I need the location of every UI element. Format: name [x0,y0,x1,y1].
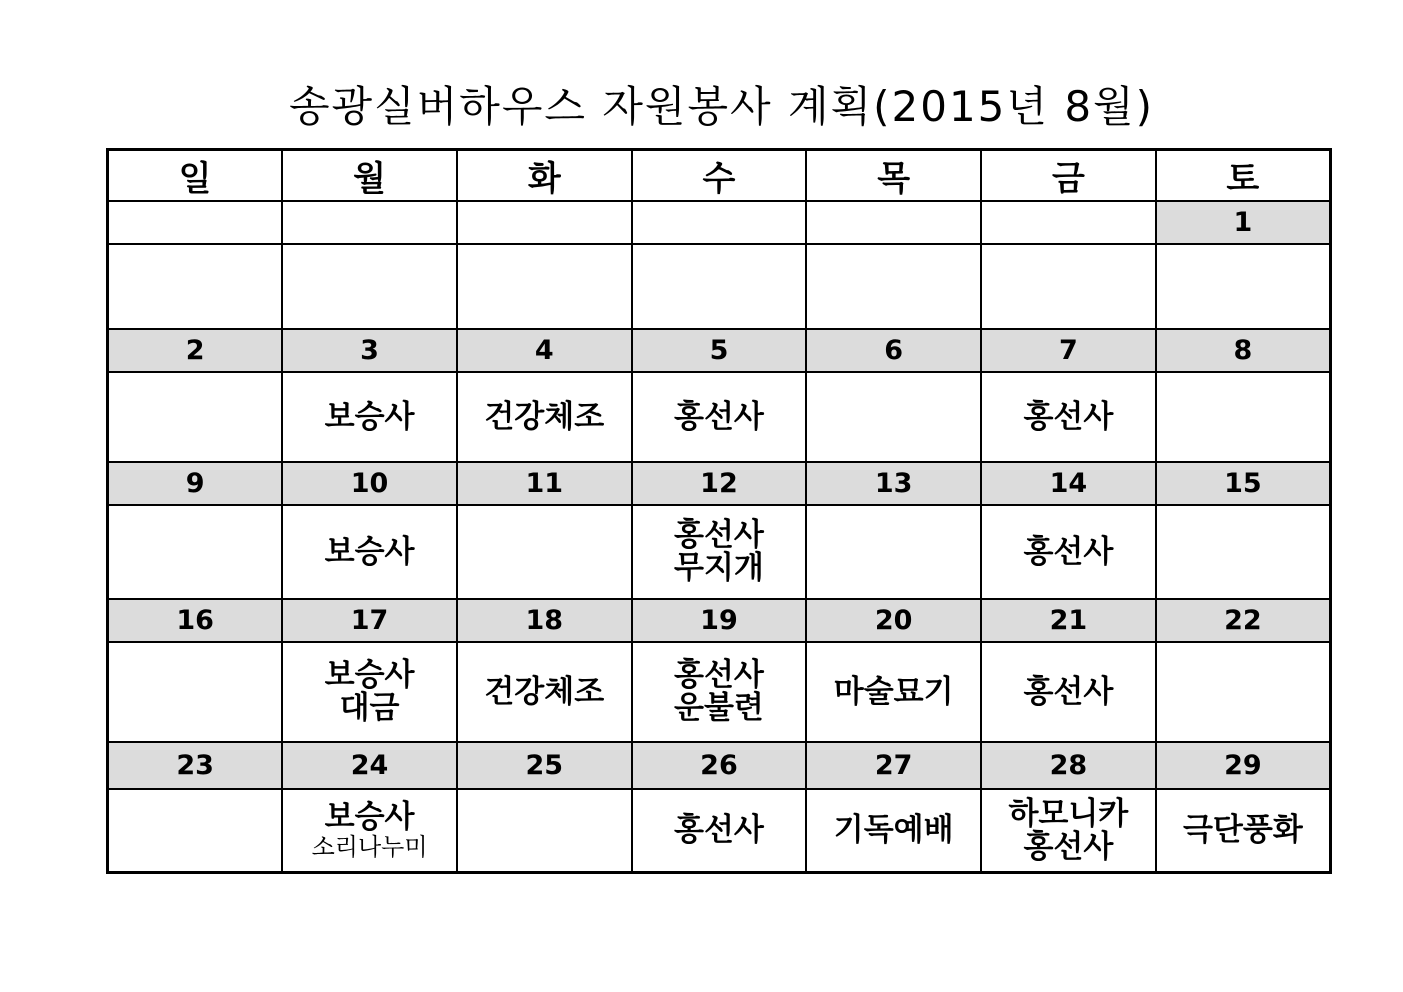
activity-label: 홍선사 [1023,673,1114,710]
activity-cell [457,244,632,329]
weekday-sat: 토 [1156,150,1331,202]
date-cell [108,201,283,244]
activity-label: 마술묘기 [833,673,954,710]
activity-row [108,372,1331,462]
activity-row [108,789,1331,873]
date-cell: 23 [108,742,283,789]
date-cell: 7 [981,329,1156,372]
activity-cell [806,505,981,599]
activity-cell [806,372,981,462]
activity-cell [632,642,807,742]
date-cell: 18 [457,599,632,642]
date-cell: 17 [282,599,457,642]
activity-label: 홍선사 [674,398,764,435]
activity-label: 홍선사 [674,657,764,693]
date-cell: 26 [632,742,807,789]
activity-cell [632,372,807,462]
date-row [108,201,1331,244]
activity-cell [282,642,457,742]
activity-label: 대금 [339,690,400,726]
activity-label: 운불련 [674,690,764,726]
date-cell: 15 [1156,462,1331,505]
page-title: 송광실버하우스 자원봉사 계획(2015년 8월) [288,82,1154,131]
date-cell: 16 [108,599,283,642]
activity-cell [806,642,981,742]
activity-label: 건강체조 [484,673,605,710]
date-cell [632,201,807,244]
date-cell: 21 [981,599,1156,642]
activity-label: 홍선사 [1023,828,1114,865]
activity-cell [457,505,632,599]
activity-label: 무지개 [674,550,764,586]
date-row [108,329,1331,372]
activity-label: 보승사 [324,398,415,435]
activity-row [108,244,1331,329]
volunteer-calendar [106,148,1332,874]
calendar-body [108,201,1331,873]
date-cell: 29 [1156,742,1331,789]
activity-cell [806,789,981,873]
weekday-tue: 화 [457,150,632,202]
date-cell: 10 [282,462,457,505]
date-cell: 20 [806,599,981,642]
activity-cell [981,505,1156,599]
activity-cell [981,372,1156,462]
activity-label: 소리나누미 [311,833,428,861]
activity-cell [1156,505,1331,599]
activity-cell [282,505,457,599]
activity-label: 보승사 [324,533,415,570]
weekday-wed: 수 [632,150,807,202]
weekday-header-row [108,150,1331,202]
date-row [108,742,1331,789]
date-cell: 12 [632,462,807,505]
activity-cell [457,789,632,873]
activity-cell [981,642,1156,742]
date-cell: 8 [1156,329,1331,372]
date-cell: 13 [806,462,981,505]
activity-label: 홍선사 [1023,533,1114,570]
activity-cell [1156,244,1331,329]
activity-label: 보승사 [324,657,415,693]
activity-cell [108,505,283,599]
weekday-sun: 일 [108,150,283,202]
date-cell: 27 [806,742,981,789]
date-cell: 22 [1156,599,1331,642]
activity-label: 홍선사 [674,517,764,553]
weekday-fri: 금 [981,150,1156,202]
activity-cell [806,244,981,329]
activity-cell [108,244,283,329]
activity-cell [1156,789,1331,873]
activity-cell [108,372,283,462]
activity-label: 건강체조 [484,398,605,435]
activity-cell [981,244,1156,329]
date-cell [981,201,1156,244]
date-cell: 25 [457,742,632,789]
date-cell: 28 [981,742,1156,789]
activity-cell [981,789,1156,873]
date-cell: 24 [282,742,457,789]
activity-cell [632,505,807,599]
date-cell: 5 [632,329,807,372]
activity-cell [457,642,632,742]
activity-label: 극단풍화 [1182,812,1303,848]
activity-cell [282,244,457,329]
date-cell: 14 [981,462,1156,505]
activity-cell [1156,642,1331,742]
weekday-thu: 목 [806,150,981,202]
weekday-mon: 월 [282,150,457,202]
date-cell [457,201,632,244]
date-cell [806,201,981,244]
activity-label: 홍선사 [1023,398,1114,435]
date-cell [282,201,457,244]
activity-cell [282,372,457,462]
activity-cell [457,372,632,462]
activity-label: 하모니카 [1008,795,1129,832]
activity-row [108,505,1331,599]
activity-cell [108,789,283,873]
date-cell: 2 [108,329,283,372]
date-cell: 19 [632,599,807,642]
activity-cell [1156,372,1331,462]
activity-label: 기독예배 [833,812,954,848]
date-cell: 9 [108,462,283,505]
date-cell: 11 [457,462,632,505]
activity-label: 보승사 [324,799,415,835]
date-cell: 3 [282,329,457,372]
activity-row [108,642,1331,742]
date-row [108,599,1331,642]
date-cell: 1 [1156,201,1331,244]
date-row [108,462,1331,505]
activity-cell [108,642,283,742]
date-cell: 6 [806,329,981,372]
activity-cell [632,789,807,873]
activity-label: 홍선사 [674,812,764,848]
activity-cell [632,244,807,329]
activity-cell [282,789,457,873]
date-cell: 4 [457,329,632,372]
